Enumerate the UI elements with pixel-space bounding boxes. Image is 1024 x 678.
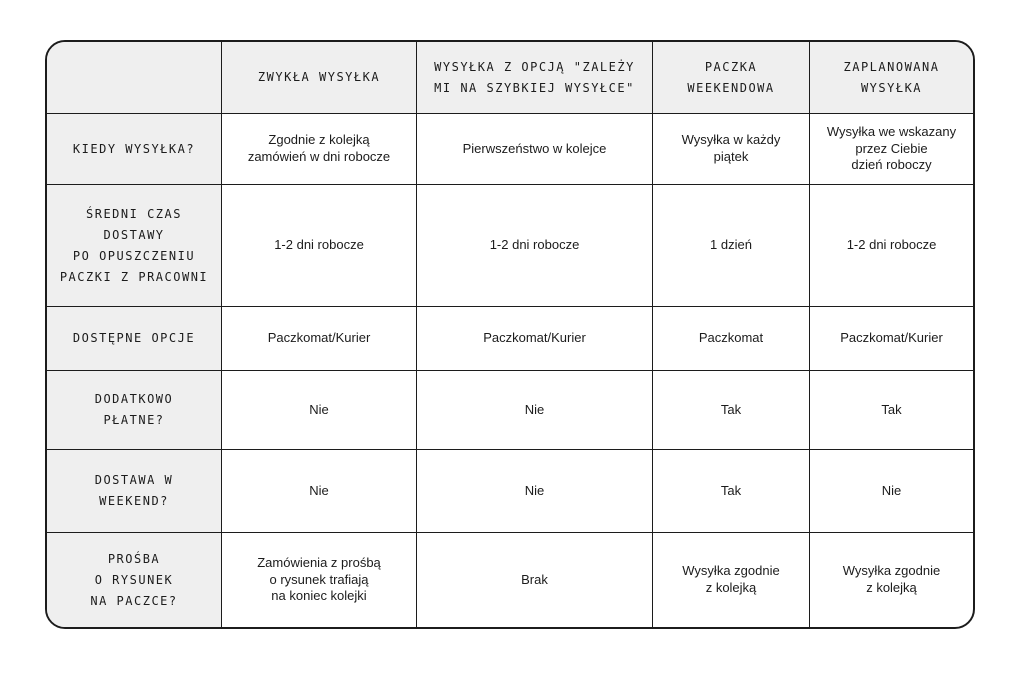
table-cell: Zgodnie z kolejką zamówień w dni robocze bbox=[222, 114, 417, 185]
table-cell: Wysyłka w każdy piątek bbox=[653, 114, 810, 185]
column-header-priority: WYSYŁKA Z OPCJĄ "ZALEŻY MI NA SZYBKIEJ WYSYŁCE" bbox=[417, 42, 653, 114]
table-cell: 1 dzień bbox=[653, 185, 810, 307]
table-cell: 1-2 dni robocze bbox=[810, 185, 973, 307]
column-header-scheduled: ZAPLANOWANA WYSYŁKA bbox=[810, 42, 973, 114]
table-cell: Pierwszeństwo w kolejce bbox=[417, 114, 653, 185]
row-header-available-options: DOSTĘPNE OPCJE bbox=[47, 307, 222, 371]
column-header-weekend-package: PACZKA WEEKENDOWA bbox=[653, 42, 810, 114]
table-cell: Paczkomat bbox=[653, 307, 810, 371]
table-cell: Wysyłka we wskazany przez Ciebie dzień roboczy bbox=[810, 114, 973, 185]
corner-cell bbox=[47, 42, 222, 114]
row-header-when-shipped: KIEDY WYSYŁKA? bbox=[47, 114, 222, 185]
table-cell: Brak bbox=[417, 533, 653, 627]
table-cell: Tak bbox=[653, 450, 810, 533]
table-cell: Wysyłka zgodnie z kolejką bbox=[842, 563, 941, 595]
table-cell: Tak bbox=[810, 371, 973, 450]
table-cell: Paczkomat/Kurier bbox=[222, 307, 417, 371]
table-cell: Paczkomat/Kurier bbox=[810, 307, 973, 371]
table-cell: Zamówienia z prośbą o rysunek trafiają na koniec kolejki bbox=[222, 533, 417, 627]
table-cell: Nie bbox=[222, 371, 417, 450]
column-header-standard: ZWYKŁA WYSYŁKA bbox=[222, 42, 417, 114]
table-cell: Tak bbox=[653, 371, 810, 450]
row-header-drawing-request: PROŚBA O RYSUNEK NA PACZCE? bbox=[47, 533, 222, 627]
row-header-weekend-delivery: DOSTAWA W WEEKEND? bbox=[47, 450, 222, 533]
table-cell: Nie bbox=[417, 371, 653, 450]
shipping-comparison-table bbox=[45, 40, 975, 629]
table-cell: Wysyłka zgodnie z kolejką bbox=[653, 533, 810, 627]
row-header-delivery-time: ŚREDNI CZAS DOSTAWY PO OPUSZCZENIU PACZKI Z PRACOWNI bbox=[47, 185, 222, 307]
row-header-extra-paid: DODATKOWO PŁATNE? bbox=[47, 371, 222, 450]
table-cell: 1-2 dni robocze bbox=[222, 185, 417, 307]
table-cell: 1-2 dni robocze bbox=[417, 185, 653, 307]
table-cell: Nie bbox=[222, 450, 417, 533]
table-cell: Nie bbox=[417, 450, 653, 533]
table-cell: Nie bbox=[810, 450, 973, 533]
table-cell: Paczkomat/Kurier bbox=[417, 307, 653, 371]
